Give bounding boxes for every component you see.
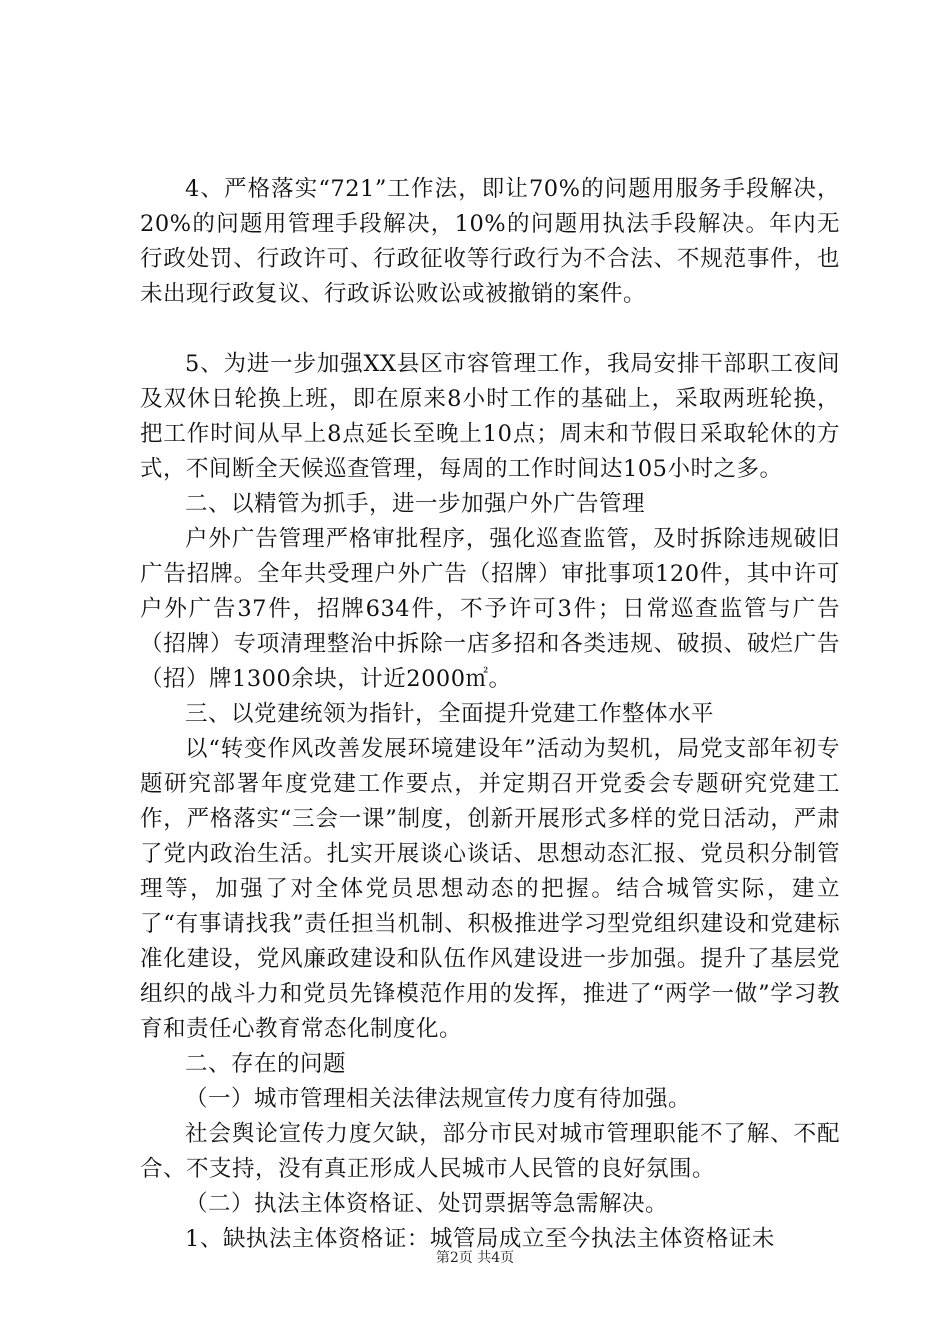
section-heading-problems: 二、存在的问题 xyxy=(185,1051,347,1077)
paragraph-item-4: 4、严格落实“721”工作法，即让70%的问题用服务手段解决，20%的问题用管理手段解决，10%的问题用执法手段解决。年内无行政处罚、行政许可、行政征收等行政行为不合法、不规范事件，也未出现行政复议、行政诉讼败讼或被撤销的案件。 xyxy=(140,176,840,307)
paragraph-outdoor-ads: 户外广告管理严格审批程序，强化巡查监管，及时拆除违规破旧广告招牌。全年共受理户外广告（招牌）审批事项120件，其中许可户外广告37件，招牌634件，不予许可3件；日常巡查监管与广告（招牌）专项清理整治中拆除一店多招和各类违规、破损、破烂广告（招）牌1300余块，计近2000㎡。 xyxy=(140,526,840,692)
section-heading-outdoor-ads: 二、以精管为抓手，进一步加强户外广告管理 xyxy=(185,491,646,517)
paragraph-publicity: 社会舆论宣传力度欠缺，部分市民对城市管理职能不了解、不配合、不支持，没有真正形成人民城市人民管的良好氛围。 xyxy=(140,1121,840,1182)
paragraph-party-building: 以“转变作风改善发展环境建设年”活动为契机，局党支部年初专题研究部署年度党建工作要点，并定期召开党委会专题研究党建工作，严格落实“三会一课”制度，创新开展形式多样的党日活动，严肃了党内政治生活。扎实开展谈心谈话、思想动态汇报、党员积分制管理等，加强了对全体党员思想动态的把握。结合城管实际，建立了“有事请找我”责任担当机制、积极推进学习型党组织建设和党建标准化建设，党风廉政建设和队伍作风建设进一步加强。提升了基层党组织的战斗力和党员先锋模范作用的发挥，推进了“两学一做”学习教育和责任心教育常态化制度化。 xyxy=(140,736,840,1042)
page-number-footer: 第2页 共4页 xyxy=(435,1250,515,1266)
paragraph-enforcement-item-1: 1、缺执法主体资格证：城管局成立至今执法主体资格证未 xyxy=(185,1226,775,1252)
document-body xyxy=(140,172,840,1257)
subheading-enforcement: （二）执法主体资格证、处罚票据等急需解决。 xyxy=(185,1191,669,1217)
subheading-publicity: （一）城市管理相关法律法规宣传力度有待加强。 xyxy=(185,1086,692,1112)
section-heading-party-building: 三、以党建统领为指针，全面提升党建工作整体水平 xyxy=(185,701,715,727)
paragraph-item-5: 5、为进一步加强XX县区市容管理工作，我局安排干部职工夜间及双休日轮换上班，即在原来8小时工作的基础上，采取两班轮换，把工作时间从早上8点延长至晚上10点；周末和节假日采取轮休的方式，不间断全天候巡查管理，每周的工作时间达105小时之多。 xyxy=(140,351,840,482)
